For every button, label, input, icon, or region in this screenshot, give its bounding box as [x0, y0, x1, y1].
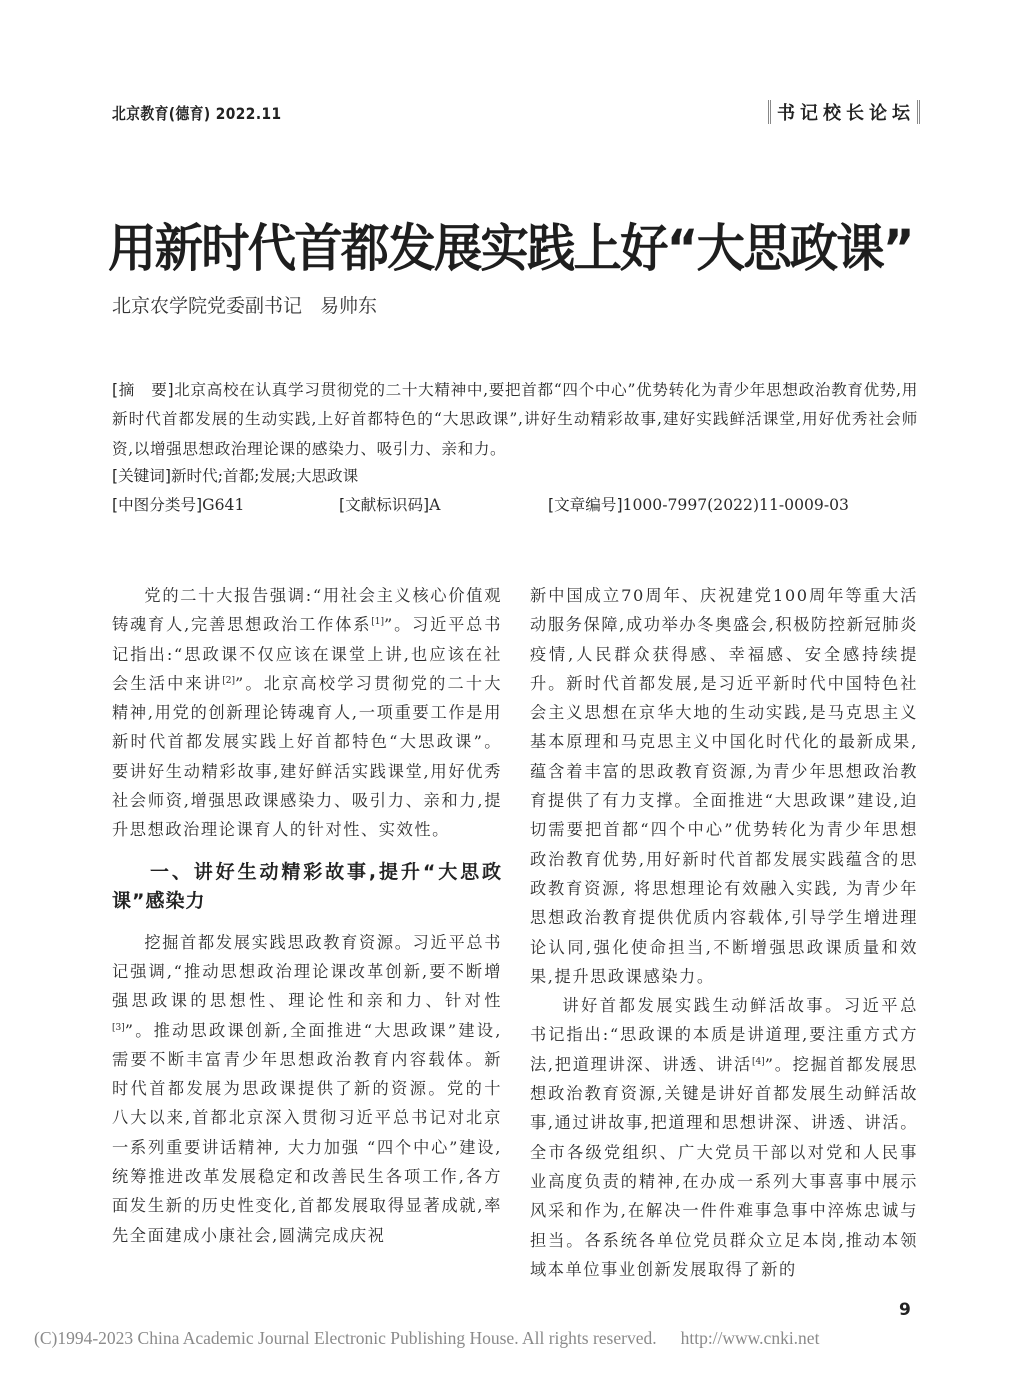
author-line — [112, 291, 377, 318]
article-number — [548, 493, 849, 515]
keywords-text: 新时代;首都;发展;大思政课 — [170, 467, 359, 485]
article-number-label: [文章编号] — [548, 496, 623, 514]
paragraph-resources-continued: 新中国成立70周年、庆祝建党100周年等重大活动服务保障,成功举办冬奥盛会,积极防控新冠肺炎疫情,人民群众获得感、幸福感、安全感持续提升。新时代首都发展,是习近平新时代中国特色社会主义思想在京华大地的生动实践,是马克思主义基本原理和马克思主义中国化时代化的最新成果,蕴含着丰富的思政教育资源,为青少年思想政治教育提供了有力支撑。全面推进“大思政课”建设,迫切需要把首都“四个中心”优势转化为青少年思想政治教育优势,用好新时代首都发展实践蕴含的思政教育资源, 将思想理论有效融入实践, 为青少年思想政治教育提供优质内容载体,引导学生增进理论认同,强化使命担当,不断增强思政课质量和效果,提升思政课感染力。 — [530, 586, 918, 986]
citation-1: [1] — [371, 617, 384, 628]
paragraph-resources — [112, 928, 502, 1250]
document-code-label: [文献标识码] — [339, 496, 430, 514]
page-number: 9 — [899, 1300, 911, 1320]
citation-3: [3] — [112, 1022, 125, 1033]
citation-4: [4] — [751, 1056, 765, 1067]
author-affiliation: 北京农学院党委副书记 — [112, 295, 303, 317]
author-name: 易帅东 — [320, 295, 378, 317]
clc-label: [中图分类号] — [112, 496, 203, 514]
column-tag-label: 书记校长论坛 — [777, 103, 915, 124]
keywords-label: [关键词] — [112, 467, 171, 485]
document-code-value: A — [429, 496, 441, 514]
body-column-left — [112, 581, 502, 1250]
journal-issue-header: 北京教育(德育) 2022.11 — [112, 104, 282, 123]
text-run: ”。习近平总书记指出:“思政课不仅应该在课堂上讲,也应该在社会生活中来讲 — [112, 615, 502, 693]
body-column-right — [530, 581, 918, 1284]
paragraph-stories — [530, 991, 918, 1284]
copyright-text: (C)1994-2023 China Academic Journal Electronic Publishing House. All rights reserved. — [34, 1328, 657, 1348]
right-bar-ornament — [917, 100, 920, 124]
text-run: 党的二十大报告强调:“用社会主义核心价值观铸魂育人,完善思想政治工作体系 — [112, 586, 502, 635]
article-title: 用新时代首都发展实践上好“大思政课” — [108, 220, 913, 279]
article-number-value: 1000-7997(2022)11-0009-03 — [622, 496, 849, 514]
classification-row — [112, 493, 849, 515]
cnki-url[interactable]: http://www.cnki.net — [680, 1328, 820, 1348]
section-heading-1: 一、讲好生动精彩故事,提升“大思政课”感染力 — [112, 860, 502, 912]
column-tag — [768, 99, 920, 125]
abstract-text: 北京高校在认真学习贯彻党的二十大精神中,要把首都“四个中心”优势转化为青少年思想政治教育优势,用新时代首都发展的生动实践,上好首都特色的“大思政课”,讲好生动精彩故事,建好实践鲜活课堂,用好优秀社会师资,以增强思想政治理论课的感染力、吸引力、亲和力。 — [112, 381, 918, 458]
copyright-footer — [34, 1328, 819, 1349]
citation-2: [2] — [222, 675, 235, 686]
text-run: ”。北京高校学习贯彻党的二十大精神,用党的创新理论铸魂育人,一项重要工作是用新时代首都发展实践上好首都特色“大思政课”。要讲好生动精彩故事,建好鲜活实践课堂,用好优秀社会师资,增强思政课感染力、吸引力、亲和力,提升思想政治理论课育人的针对性、实效性。 — [112, 673, 502, 840]
text-run: ”。推动思政课创新,全面推进“大思政课”建设,需要不断丰富青少年思想政治教育内容载体。新时代首都发展为思政课提供了新的资源。党的十八大以来,首都北京深入贯彻习近平总书记对北京一系列重要讲话精神, 大力加强 “四个中心”建设, 统筹推进改革发展稳定和改善民生各项工作,各方面发生新的历史性变化,首都发展取得显著成就,率先全面建成小康社会,圆满完成庆祝 — [112, 1020, 502, 1245]
keywords — [112, 464, 358, 486]
clc-value: G641 — [202, 496, 245, 514]
text-run: 挖掘首都发展实践思政教育资源。习近平总书记强调,“推动思想政治理论课改革创新,要不断增强思政课的思想性、理论性和亲和力、针对性 — [112, 932, 502, 1011]
document-code — [339, 493, 440, 515]
clc-code — [112, 496, 244, 514]
text-run: 讲好首都发展实践生动鲜活故事。习近平总书记指出:“思政课的本质是讲道理,要注重方式方法,把道理讲深、讲透、讲活 — [530, 996, 918, 1074]
paragraph-intro — [112, 581, 502, 845]
text-run: ”。挖掘首都发展思想政治教育资源,关键是讲好首都发展生动鲜活故事,通过讲故事,把道理和思想讲深、讲透、讲活。全市各级党组织、广大党员干部以对党和人民事业高度负责的精神,在办成一系列大事喜事中展示风采和作为,在解决一件件难事急事中淬炼忠诚与担当。各系统各单位党员群众立足本岗,推动本领域本单位事业创新发展取得了新的 — [530, 1054, 918, 1279]
abstract-label: [摘 要] — [112, 381, 175, 399]
abstract — [112, 376, 918, 464]
